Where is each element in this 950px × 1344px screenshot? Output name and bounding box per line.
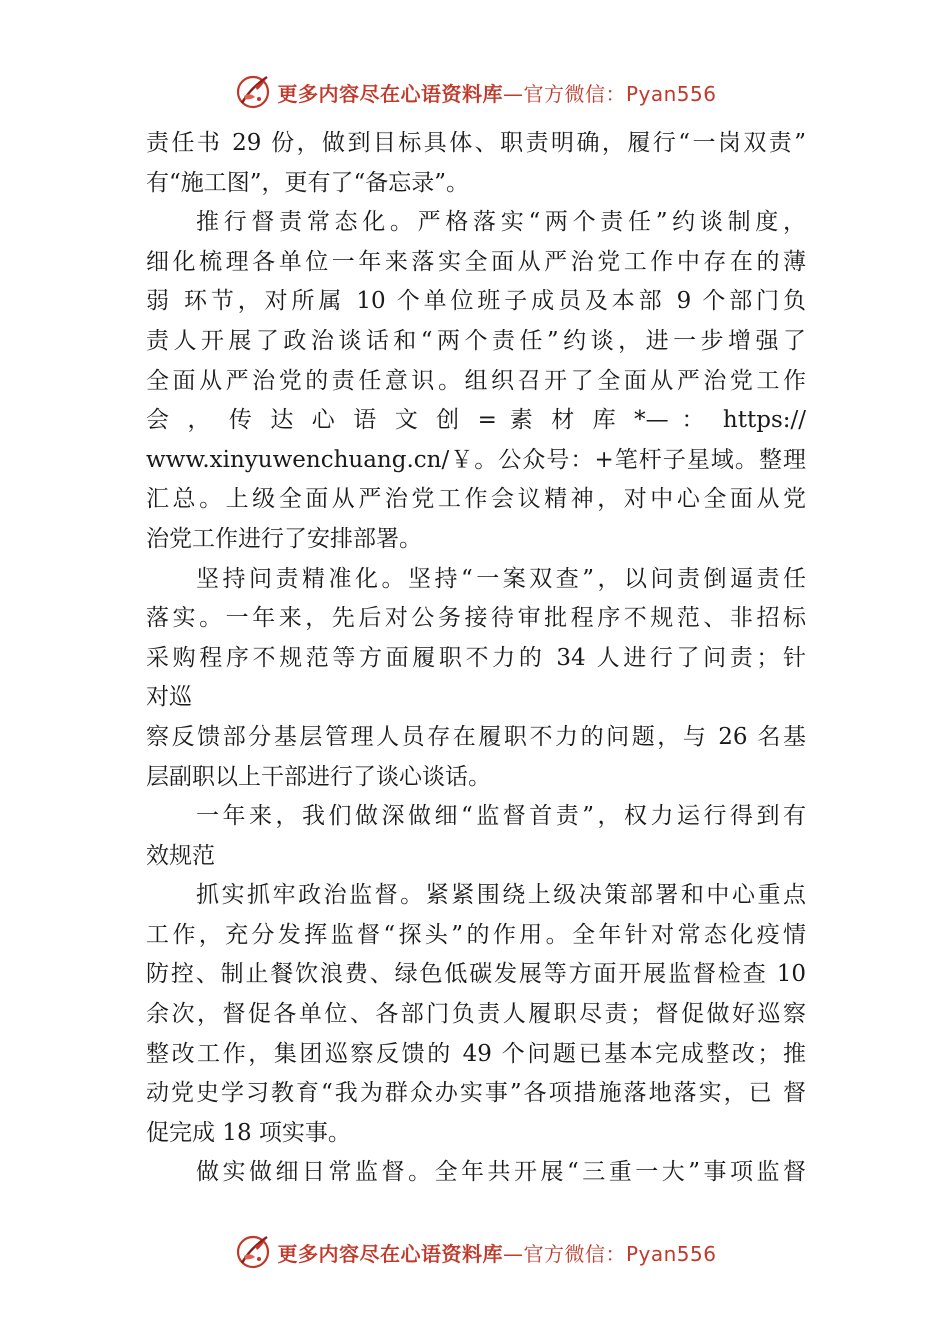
text-line-22: 防控、制止餐饮浪费、绿色低碳发展等方面开展监督检查 10 — [146, 961, 806, 988]
text-line-8: 会 ， 传 达 心 语 文 创 = 素 材 库 *— ： https:// — [146, 407, 806, 434]
footer-banner — [0, 1230, 950, 1274]
text-line-25: 动党史学习教育“我为群众办实事”各项措施落地落实，已 督 — [146, 1080, 806, 1107]
text-line-23: 余次，督促各单位、各部门负责人履职尽责；督促做好巡察 — [146, 1001, 806, 1028]
text-line-12: 坚持问责精准化。坚持“一案双查”，以问责倒逼责任 — [196, 565, 806, 592]
header-brand: 更多内容尽在心语资料库 — [277, 81, 503, 106]
text-line-21: 工作，充分发挥监督“探头”的作用。全年针对常态化疫情 — [146, 921, 806, 948]
footer-contact: —官方微信：Pyan556 — [502, 1241, 717, 1266]
text-line-17: 层副职以上干部进行了谈心谈话。 — [146, 763, 491, 790]
text-line-27: 做实做细日常监督。全年共开展“三重一大”事项监督 — [196, 1159, 806, 1186]
text-line-4: 细化梳理各单位一年来落实全面从严治党工作中存在的薄 — [146, 248, 806, 275]
text-line-15: 对巡 — [146, 684, 192, 711]
text-line-6: 责人开展了政治谈话和“两个责任”约谈，进一步增强了 — [146, 327, 806, 354]
text-line-18: 一年来，我们做深做细“监督首责”，权力运行得到有 — [196, 803, 806, 830]
text-line-2: 有“施工图”，更有了“备忘录”。 — [146, 169, 470, 196]
text-line-26: 促完成 18 项实事。 — [146, 1119, 351, 1146]
text-line-5: 弱 环节，对所属 10 个单位班子成员及本部 9 个部门负 — [146, 288, 806, 315]
text-line-16: 察反馈部分基层管理人员存在履职不力的问题，与 26 名基 — [146, 723, 806, 750]
text-line-19: 效规范 — [146, 842, 215, 869]
text-line-20: 抓实抓牢政治监督。紧紧围绕上级决策部署和中心重点 — [196, 882, 806, 909]
footer-brand: 更多内容尽在心语资料库 — [277, 1241, 503, 1266]
header-banner — [0, 70, 950, 114]
text-line-3: 推行督责常态化。严格落实“两个责任”约谈制度， — [196, 209, 806, 236]
text-line-10: 汇总。上级全面从严治党工作会议精神，对中心全面从党 — [146, 486, 806, 513]
header-banner-text — [277, 78, 716, 107]
text-line-9: www.xinyuwenchuang.cn/￥。公众号：+笔杆子星域。整理 — [146, 446, 806, 473]
document-body — [146, 124, 806, 1193]
hand-quill-logo-icon — [233, 72, 273, 112]
text-line-11: 治党工作进行了安排部署。 — [146, 525, 422, 552]
hand-quill-logo-icon — [233, 1232, 273, 1272]
footer-banner-text — [277, 1238, 716, 1267]
text-line-1: 责任书 29 份，做到目标具体、职责明确，履行“一岗双责” — [146, 130, 806, 156]
text-line-14: 采购程序不规范等方面履职不力的 34 人进行了问责；针 — [146, 644, 806, 671]
text-line-7: 全面从严治党的责任意识。组织召开了全面从严治党工作 — [146, 367, 806, 394]
text-line-13: 落实。一年来，先后对公务接待审批程序不规范、非招标 — [146, 605, 806, 632]
text-line-24: 整改工作，集团巡察反馈的 49 个问题已基本完成整改；推 — [146, 1040, 806, 1067]
header-contact: —官方微信：Pyan556 — [502, 81, 717, 106]
